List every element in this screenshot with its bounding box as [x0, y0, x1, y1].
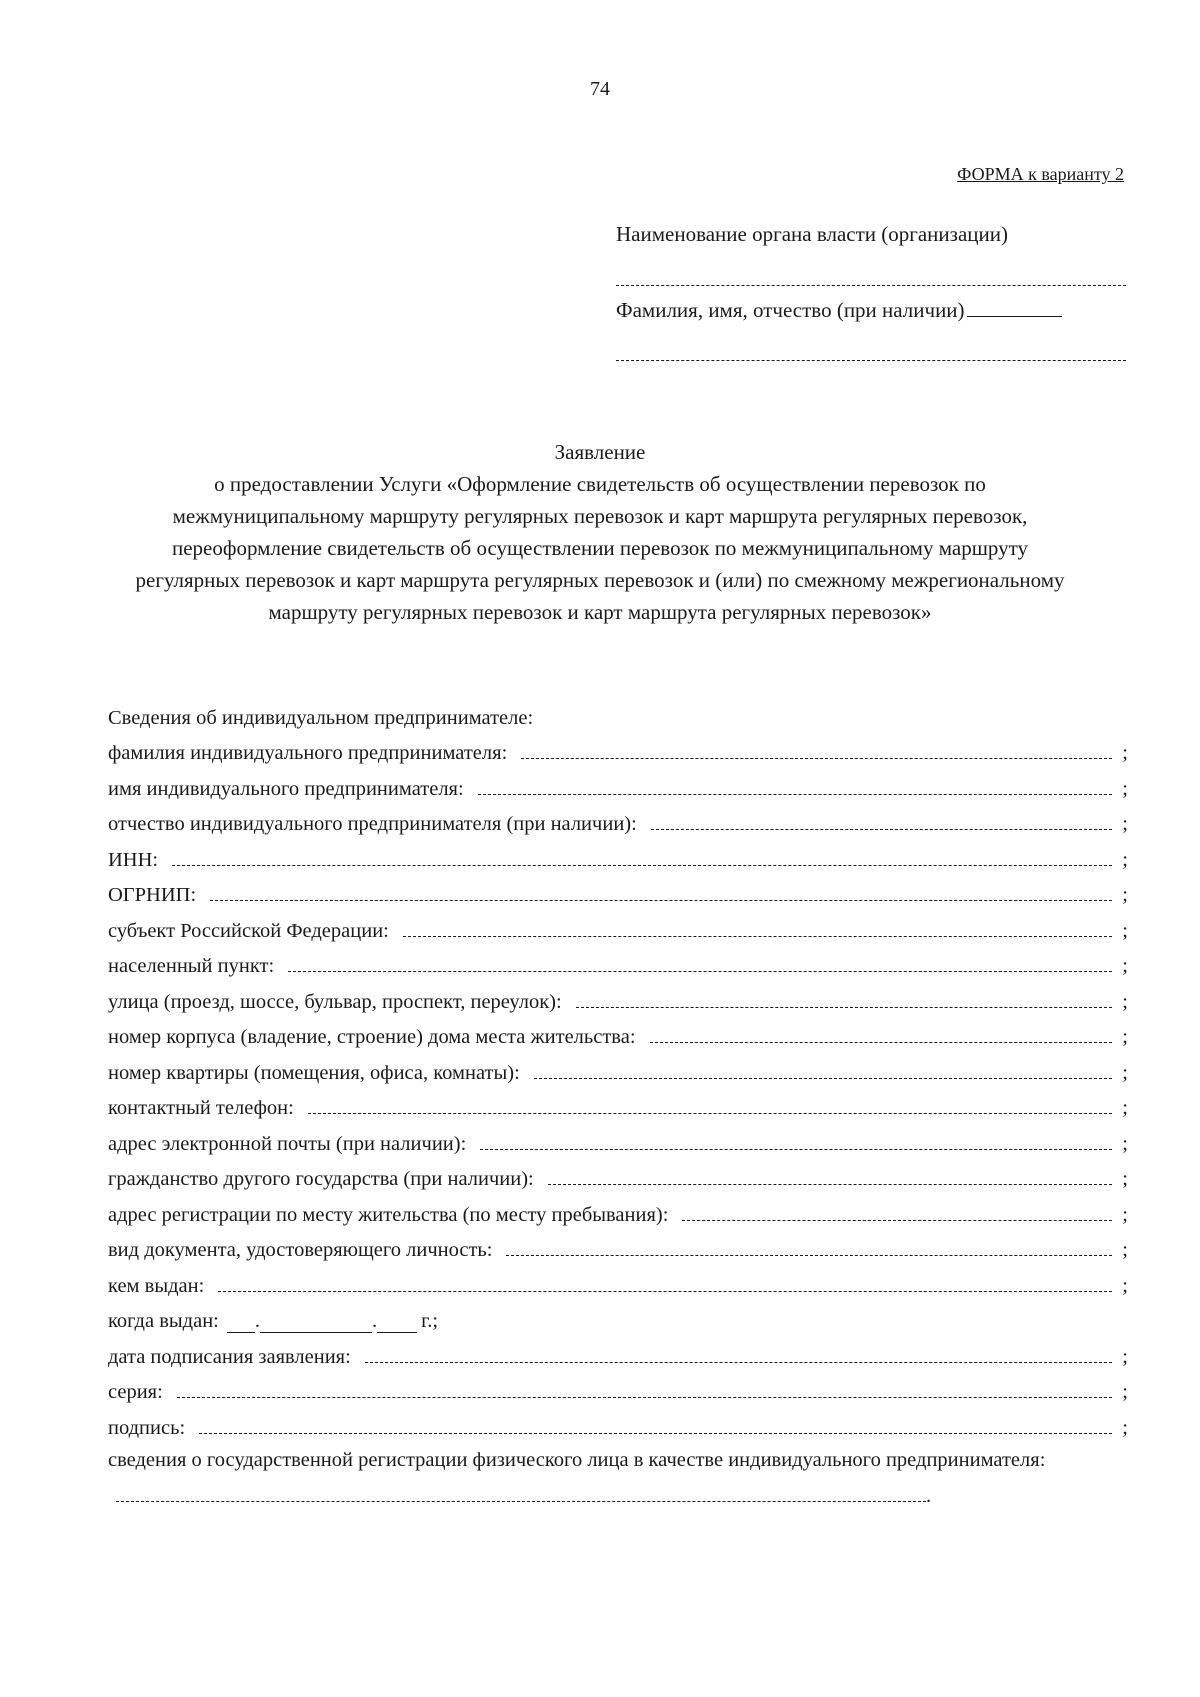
field-input[interactable]: [199, 1433, 1112, 1434]
org-name-field[interactable]: [616, 285, 1126, 286]
title-subject: о предоставлении Услуги «Оформление свидетельств об осуществлении перевозок по межмуниципальному маршруту регулярных перевозок и карт маршрута регулярных перевозок, переоформление свидетельств об осуществлении перевозок по межмуниципальному маршруту регулярных перевозок и карт маршрута регулярных перевозок и (или) по смежному межрегиональному маршруту регулярных перевозок и карт маршрута регулярных перевозок»: [135, 472, 1065, 624]
field-row: [108, 1404, 1128, 1440]
field-row: [108, 1369, 1128, 1405]
field-end-mark: ;: [1122, 1168, 1128, 1190]
field-end-mark: ;: [1122, 1097, 1128, 1119]
field-label: подпись:: [108, 1416, 186, 1439]
field-end-mark: ;: [1122, 1026, 1128, 1048]
issue-month-field[interactable]: [260, 1312, 372, 1333]
fio-label: Фамилия, имя, отчество (при наличии): [616, 298, 965, 322]
field-end-mark: ;: [1122, 1345, 1128, 1368]
field-end-mark: ;: [1122, 742, 1128, 764]
field-end-mark: ;: [1122, 1416, 1128, 1439]
field-row: [108, 1120, 1128, 1156]
field-label: ОГРНИП:: [108, 884, 197, 906]
field-label: улица (проезд, шоссе, бульвар, проспект, переулок):: [108, 990, 562, 1013]
field-row: [108, 1014, 1128, 1050]
field-label: субъект Российской Федерации:: [108, 919, 389, 942]
registration-end-mark: .: [926, 1484, 932, 1507]
field-row: [108, 730, 1128, 766]
issue-date-dot: .: [371, 1310, 378, 1332]
field-label: отчество индивидуального предпринимателя (при наличии):: [108, 813, 637, 835]
field-end-mark: ;: [1122, 955, 1128, 977]
field-end-mark: ;: [1122, 1239, 1128, 1261]
field-row: [108, 943, 1128, 979]
field-label: ИНН:: [108, 848, 159, 871]
section-header: [108, 694, 1128, 730]
field-input[interactable]: [682, 1220, 1112, 1221]
field-label: гражданство другого государства (при наличии):: [108, 1168, 534, 1190]
field-end-mark: ;: [1122, 884, 1128, 906]
field-label: контактный телефон:: [108, 1097, 294, 1119]
registration-field[interactable]: [116, 1483, 926, 1502]
page-number: 74: [590, 78, 610, 100]
field-input[interactable]: [172, 865, 1112, 866]
field-end-mark: ;: [1122, 1381, 1128, 1403]
issue-date-label: когда выдан:: [108, 1310, 219, 1332]
field-label: населенный пункт:: [108, 955, 275, 977]
field-input[interactable]: [177, 1397, 1112, 1398]
field-end-mark: ;: [1122, 777, 1128, 800]
fio-field-inline[interactable]: [967, 316, 1062, 317]
field-label: серия:: [108, 1381, 163, 1403]
field-end-mark: ;: [1122, 990, 1128, 1013]
section-header-label: Сведения об индивидуальном предпринимателе:: [108, 706, 534, 729]
field-end-mark: ;: [1122, 1203, 1128, 1226]
field-row: [108, 978, 1128, 1014]
field-label: имя индивидуального предпринимателя:: [108, 777, 464, 800]
field-label: вид документа, удостоверяющего личность:: [108, 1239, 493, 1261]
fio-label-row: [616, 298, 1062, 323]
issue-day-field[interactable]: [227, 1312, 255, 1333]
fio-field[interactable]: [616, 360, 1126, 361]
field-input[interactable]: [650, 1042, 1112, 1043]
field-input[interactable]: [478, 794, 1112, 795]
document-title: [120, 436, 1080, 628]
field-input[interactable]: [506, 1255, 1112, 1256]
field-label: кем выдан:: [108, 1274, 205, 1297]
field-input[interactable]: [521, 758, 1112, 759]
field-row: [108, 1191, 1128, 1227]
issue-date-suffix: г.;: [421, 1310, 439, 1332]
field-end-mark: ;: [1122, 1274, 1128, 1297]
field-input[interactable]: [651, 829, 1112, 830]
field-input[interactable]: [403, 936, 1112, 937]
issue-year-field[interactable]: [377, 1312, 417, 1333]
field-row: [108, 765, 1128, 801]
field-input[interactable]: [365, 1362, 1112, 1363]
field-label: номер квартиры (помещения, офиса, комнаты):: [108, 1061, 520, 1084]
field-input[interactable]: [218, 1291, 1112, 1292]
registration-label: сведения о государственной регистрации физического лица в качестве индивидуального предпринимателя:: [108, 1448, 1046, 1471]
field-label: дата подписания заявления:: [108, 1345, 351, 1368]
field-row: [108, 1085, 1128, 1121]
field-end-mark: ;: [1122, 813, 1128, 835]
title-heading: Заявление: [554, 440, 646, 464]
field-input[interactable]: [534, 1078, 1112, 1079]
field-input[interactable]: [210, 900, 1112, 901]
field-input[interactable]: [548, 1184, 1112, 1185]
issue-date-row: [108, 1298, 1128, 1334]
field-input[interactable]: [288, 971, 1112, 972]
field-label: фамилия индивидуального предпринимателя:: [108, 742, 508, 764]
field-input[interactable]: [576, 1007, 1112, 1008]
field-end-mark: ;: [1122, 1132, 1128, 1155]
registration-row: [108, 1440, 1128, 1514]
field-input[interactable]: [480, 1149, 1112, 1150]
form-reference: ФОРМА к варианту 2: [957, 164, 1124, 184]
field-row: [108, 872, 1128, 908]
field-row: [108, 1262, 1128, 1298]
field-row: [108, 1227, 1128, 1263]
applicant-fields: [108, 694, 1128, 1514]
field-input[interactable]: [308, 1113, 1112, 1114]
field-row: [108, 907, 1128, 943]
field-label: адрес регистрации по месту жительства (по месту пребывания):: [108, 1203, 669, 1226]
field-label: номер корпуса (владение, строение) дома места жительства:: [108, 1026, 636, 1048]
field-row: [108, 1156, 1128, 1192]
field-end-mark: ;: [1122, 848, 1128, 871]
field-row: [108, 1049, 1128, 1085]
issue-date-dot: .: [254, 1310, 260, 1332]
field-label: адрес электронной почты (при наличии):: [108, 1132, 467, 1155]
field-row: [108, 836, 1128, 872]
field-row: [108, 1333, 1128, 1369]
field-end-mark: ;: [1122, 1061, 1128, 1084]
field-row: [108, 801, 1128, 837]
org-name-label: Наименование органа власти (организации): [616, 222, 1008, 246]
field-end-mark: ;: [1122, 919, 1128, 942]
